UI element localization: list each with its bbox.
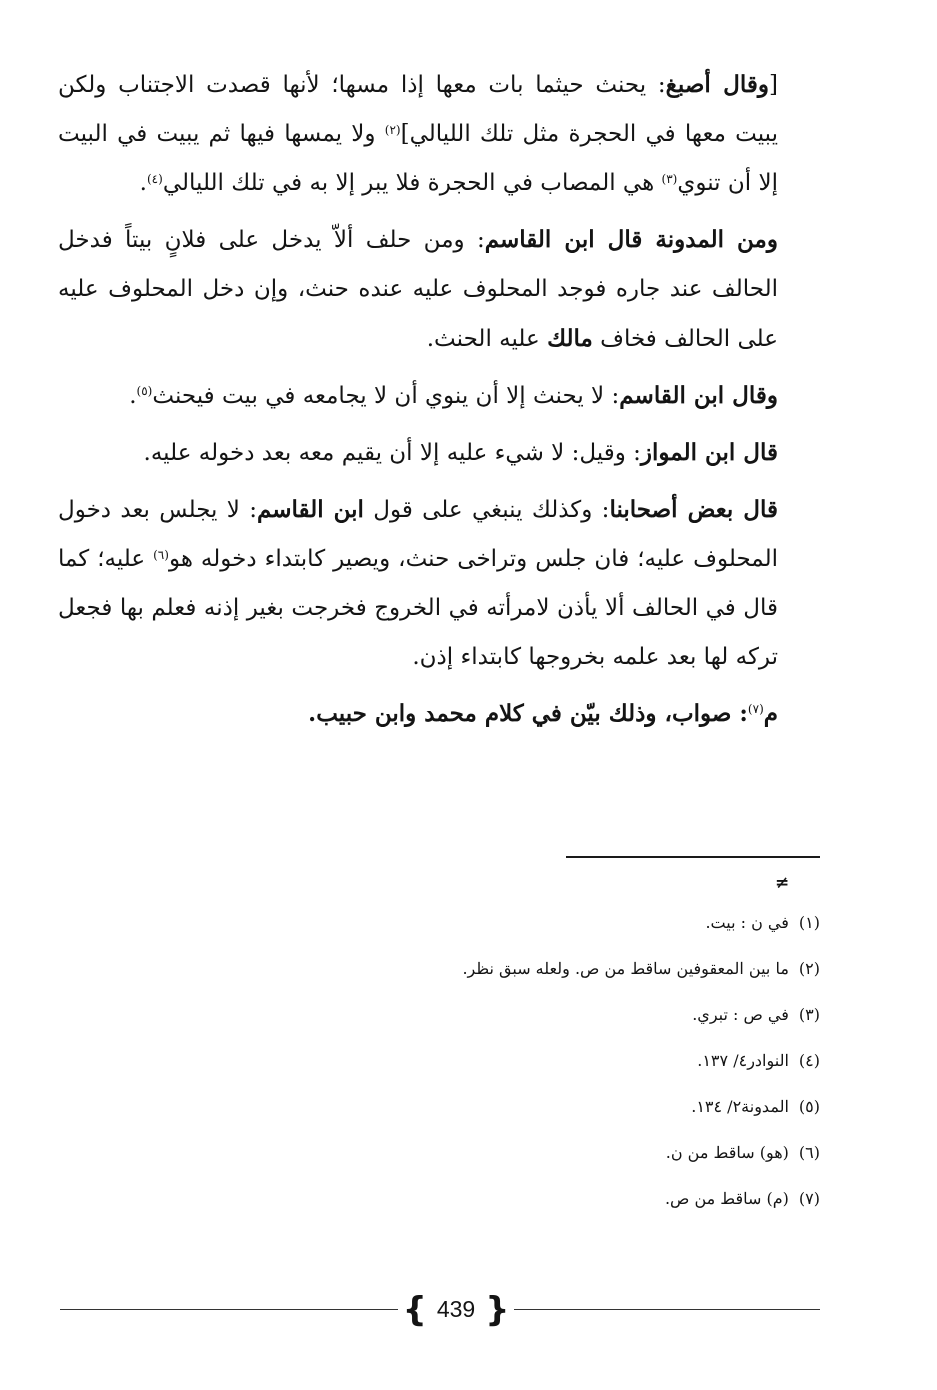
footnote-text: في ص : تبري. [692, 1005, 789, 1024]
footer-rule-left [60, 1309, 398, 1310]
right-brace: } [485, 1290, 510, 1330]
bold-text: مالك [547, 325, 593, 352]
bold-text: . [308, 700, 317, 727]
footnote-ref: (٥) [136, 384, 153, 398]
footnote-number: (١) [798, 913, 820, 932]
footnote-item [200, 1176, 820, 1222]
footnote-text: المدونة٢/ ١٣٤. [691, 1097, 789, 1116]
footnote-text: (هو) ساقط من ن. [665, 1143, 789, 1162]
footnote-separator [566, 856, 820, 858]
footnote-mark: ≠ [775, 873, 790, 893]
left-brace: { [402, 1290, 427, 1330]
bold-text: : صواب، وذلك بيّن في كلام [476, 700, 748, 727]
text-run: هي المصاب في الحجرة فلا يبر إلا به في تلك الليالي [162, 170, 662, 196]
footnote-number: (٢) [798, 959, 820, 978]
page-number-box [400, 1289, 512, 1329]
footnote-text: (م) ساقط من ص. [664, 1189, 789, 1208]
footnote-item [200, 1084, 820, 1130]
bold-text: قال ابن المواز [640, 439, 778, 466]
bold-text: قال بعض أصحابنا [609, 496, 778, 523]
paragraph [58, 371, 820, 421]
text-run: عليه؛ كما قال في الحالف ألا يأذن لامرأته في الخروج فخرجت بغير إذنه فعلم بها فجعل تركه لها بعد علمه بخروجها كابتداء إذن. [58, 546, 778, 670]
bold-text: ومن المدونة قال ابن القاسم [484, 226, 778, 253]
bold-text: وقال ابن القاسم [619, 382, 778, 409]
footnote-number: (٧) [798, 1189, 820, 1208]
bold-text: محمد وابن حبيب [316, 700, 477, 727]
text-run: : ومن حلف ألاّ يدخل على فلانٍ بيتاً فدخل الحالف عند جاره فوجد المحلوف عليه عنده حنث، وإن دخل المحلوف عليه على الحالف فخاف [58, 227, 778, 352]
footnote-text: في ن : بيت. [705, 913, 789, 932]
footnote-ref: (٧) [747, 702, 764, 716]
footnote-number: (٦) [798, 1143, 820, 1162]
footnote-item [200, 946, 820, 992]
text-run: ولا يمسها فيها ثم يبيت في البيت إلا أن تنوي [58, 121, 778, 196]
text-run: : لا يحنث إلا أن ينوي أن لا يجامعه في بيت فيحنث [152, 383, 620, 409]
footnote-ref: (٣) [661, 172, 678, 186]
paragraph [58, 689, 820, 739]
text-run: عليه الحنث. [426, 326, 548, 352]
text-run: . [139, 170, 147, 196]
paragraph [58, 60, 820, 208]
footnote-number: (٣) [798, 1005, 820, 1024]
main-text [58, 60, 820, 746]
paragraph [58, 485, 820, 682]
text-run: [ [769, 72, 778, 98]
footnote-item [200, 1130, 820, 1176]
footnote-number: (٥) [798, 1097, 820, 1116]
footnotes [200, 900, 820, 1222]
footnote-item [200, 1038, 820, 1084]
footnote-ref: (٤) [146, 172, 163, 186]
footnote-text: ما بين المعقوفين ساقط من ص. ولعله سبق نظر. [462, 959, 789, 978]
footer-rule-right [514, 1309, 820, 1310]
bold-text: م [763, 700, 778, 727]
footnote-ref: (٢) [384, 123, 401, 137]
text-run: : لا يجلس بعد دخول المحلوف عليه؛ فان جلس وتراخى حنث، ويصير كابتداء دخوله هو [58, 497, 778, 572]
footnote-item [200, 900, 820, 946]
page-number: 439 [436, 1296, 476, 1322]
text-run: : وكذلك ينبغي على قول [363, 497, 610, 523]
text-run: : وقيل: لا شيء عليه إلا أن يقيم معه بعد دخوله عليه. [143, 440, 641, 466]
paragraph [58, 428, 820, 478]
footnote-item [200, 992, 820, 1038]
text-run: . [129, 383, 137, 409]
footnote-number: (٤) [798, 1051, 820, 1070]
paragraph [58, 215, 820, 364]
bold-text: وقال أصبغ [665, 71, 770, 98]
text-run: : يحنث حيثما بات معها إذا مسها؛ لأنها قصدت الاجتناب ولكن يبيت معها في الحجرة مثل تلك الليالي] [58, 72, 779, 147]
footnote-text: النوادر٤/ ١٣٧. [697, 1051, 789, 1070]
footnote-ref: (٦) [153, 548, 169, 562]
bold-text: ابن القاسم [256, 496, 364, 523]
